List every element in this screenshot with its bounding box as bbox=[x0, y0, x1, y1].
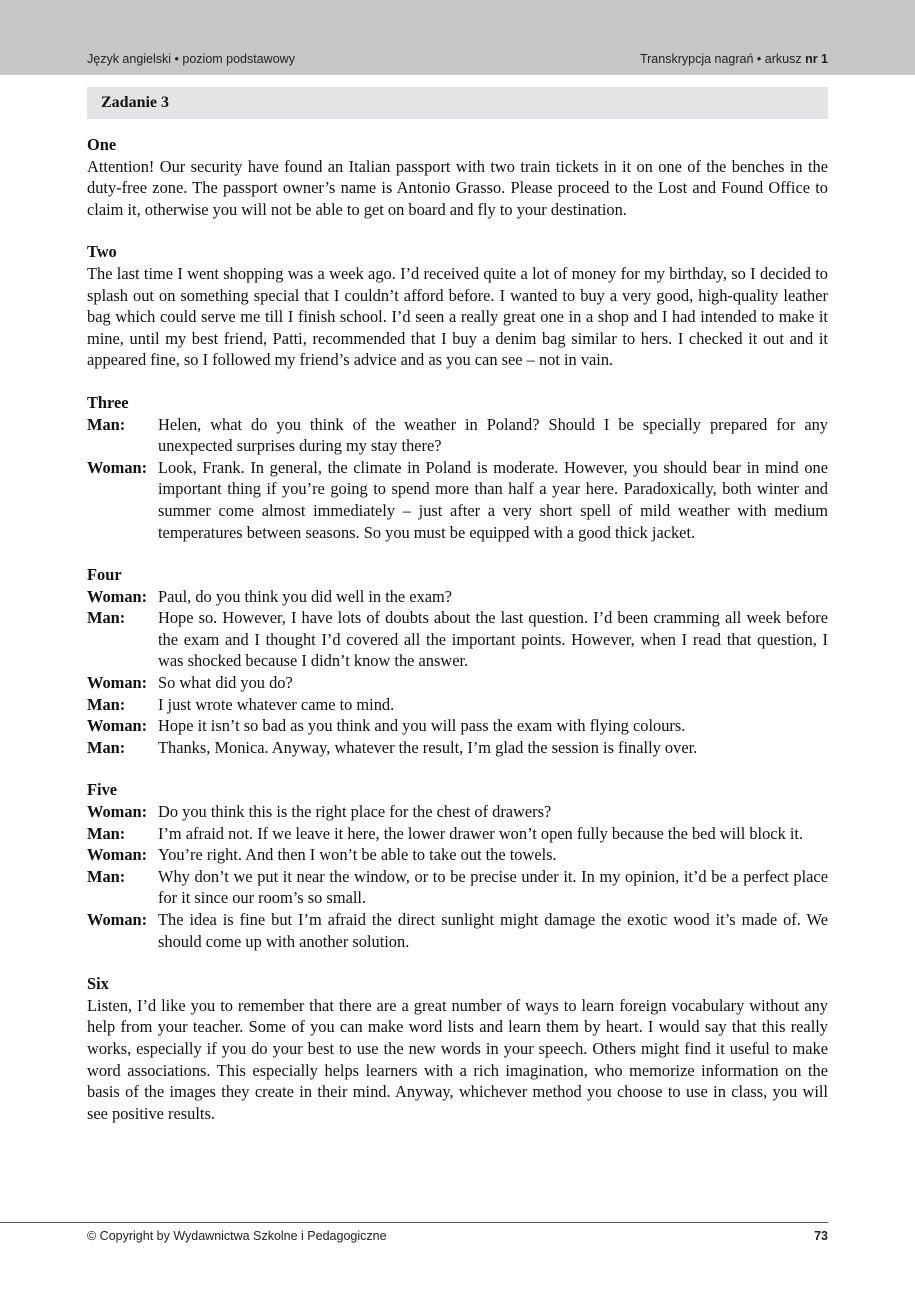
speaker-label: Woman: bbox=[87, 716, 148, 736]
dialogue-text: I’m afraid not. If we leave it here, the lower drawer won’t open fully because the bed will block it. bbox=[158, 823, 804, 843]
speaker-label: Woman: bbox=[87, 910, 148, 929]
dialogue-line bbox=[87, 866, 828, 909]
dialogue-text: I just wrote whatever came to mind. bbox=[158, 694, 395, 714]
speaker-label: Woman: bbox=[87, 457, 148, 477]
dialogue-line bbox=[87, 457, 828, 543]
section-heading: Six bbox=[87, 974, 109, 994]
speaker-label: Man: bbox=[87, 737, 126, 757]
task-title-bar bbox=[87, 87, 828, 119]
speaker-label: Woman: bbox=[87, 802, 148, 822]
dialogue-text: Look, Frank. In general, the climate in Poland is moderate. However, you should bear in mind one important thing if you’re going to spend more than half a year here. Paradoxically, both winter and summer come almost immediately – just after a very short spell of mild weather with medium temperatures between seasons. So you must be equipped with a good thick jacket. bbox=[158, 457, 828, 542]
section-heading: Five bbox=[87, 780, 118, 800]
speaker-label: Man: bbox=[87, 694, 126, 714]
section-five bbox=[87, 779, 828, 952]
dialogue-text: Hope so. However, I have lots of doubts about the last question. I’d been cramming all week before the exam and I thought I’d covered all the important points. However, when I read that question, I was shocked because I didn’t know the answer. bbox=[158, 608, 828, 671]
footer-rule bbox=[0, 1222, 828, 1223]
dialogue-text: The idea is fine but I’m afraid the direct sunlight might damage the exotic wood it’s made of. We should come up with another solution. bbox=[158, 910, 828, 951]
section-text: Attention! Our security have found an Italian passport with two train tickets in it on one of the benches in the duty-free zone. The passport owner’s name is Antonio Grasso. Please proceed to the Lost and Found Office to claim it, otherwise you will not be able to get on board and fly to your destination. bbox=[87, 156, 828, 219]
speaker-label: Man: bbox=[87, 608, 126, 628]
header-sheet bbox=[640, 52, 828, 66]
section-heading: Four bbox=[87, 565, 122, 585]
dialogue-text: Thanks, Monica. Anyway, whatever the result, I’m glad the session is finally over. bbox=[158, 737, 698, 757]
task-title: Zadanie 3 bbox=[101, 94, 170, 111]
dialogue-line bbox=[87, 801, 828, 823]
dialogue-line bbox=[87, 672, 828, 694]
speaker-label: Woman: bbox=[87, 673, 148, 693]
section-text: The last time I went shopping was a week ago. I’d received quite a lot of money for my birthday, so I decided to splash out on something special that I couldn’t afford before. I wanted to buy a very good, high-quality leather bag which could serve me till I finish school. I’d seen a really great one in a shop and I had intended to make it mine, until my best friend, Patti, recommended that I buy a denim bag similar to hers. I checked it out and it appeared fine, so I followed my friend’s advice and as you can see – not in vain. bbox=[87, 263, 828, 370]
dialogue-text: You’re right. And then I won’t be able to take out the towels. bbox=[158, 845, 557, 865]
speaker-label: Man: bbox=[87, 414, 126, 434]
dialogue-text: Helen, what do you think of the weather in Poland? Should I be specially prepared for any unexpected surprises during my stay there? bbox=[158, 414, 828, 456]
header-sheet-prefix: Transkrypcja nagrań • arkusz bbox=[639, 52, 806, 66]
speaker-label: Man: bbox=[87, 823, 126, 843]
section-text: Listen, I’d like you to remember that there are a great number of ways to learn foreign vocabulary without any help from your teacher. Some of you can make word lists and learn them by heart. I would say that this really works, especially if you do your best to use the new words in your speech. Others might find it useful to make word associations. This especially helps learners with a rich imagination, who memorize information on the basis of the images they create in their mind. Anyway, whichever method you choose to use in class, you will see positive results. bbox=[87, 995, 828, 1123]
dialogue-line bbox=[87, 414, 828, 457]
section-heading: Two bbox=[87, 242, 117, 262]
speaker-label: Man: bbox=[87, 866, 126, 886]
section-one bbox=[87, 134, 828, 220]
dialogue-line bbox=[87, 737, 828, 759]
dialogue-line bbox=[87, 823, 828, 845]
page-number: 73 bbox=[814, 1229, 828, 1243]
dialogue-line bbox=[87, 844, 828, 866]
header-subject: Język angielski • poziom podstawowy bbox=[87, 52, 295, 66]
section-heading: One bbox=[87, 135, 117, 154]
dialogue-line bbox=[87, 607, 828, 672]
dialogue-text: Why don’t we put it near the window, or to be precise under it. In my opinion, it’d be a perfect place for it since our room’s so small. bbox=[158, 866, 828, 908]
transcript bbox=[87, 134, 828, 1145]
dialogue-text: Do you think this is the right place for the chest of drawers? bbox=[158, 802, 552, 822]
section-four bbox=[87, 564, 828, 758]
section-heading: Three bbox=[87, 392, 129, 412]
footer-copyright: © Copyright by Wydawnictwa Szkolne i Pedagogiczne bbox=[87, 1229, 387, 1243]
header-sheet-number: nr 1 bbox=[805, 52, 828, 66]
dialogue-text: Paul, do you think you did well in the exam? bbox=[158, 586, 453, 606]
dialogue-line bbox=[87, 694, 828, 716]
speaker-label: Woman: bbox=[87, 586, 148, 606]
dialogue-text: So what did you do? bbox=[158, 673, 293, 693]
section-six bbox=[87, 973, 828, 1124]
dialogue-line bbox=[87, 909, 828, 952]
section-two bbox=[87, 241, 828, 371]
section-three bbox=[87, 392, 828, 543]
dialogue-line bbox=[87, 715, 828, 737]
dialogue-text: Hope it isn’t so bad as you think and you will pass the exam with flying colours. bbox=[158, 716, 686, 736]
speaker-label: Woman: bbox=[87, 845, 148, 865]
dialogue-line bbox=[87, 586, 828, 608]
